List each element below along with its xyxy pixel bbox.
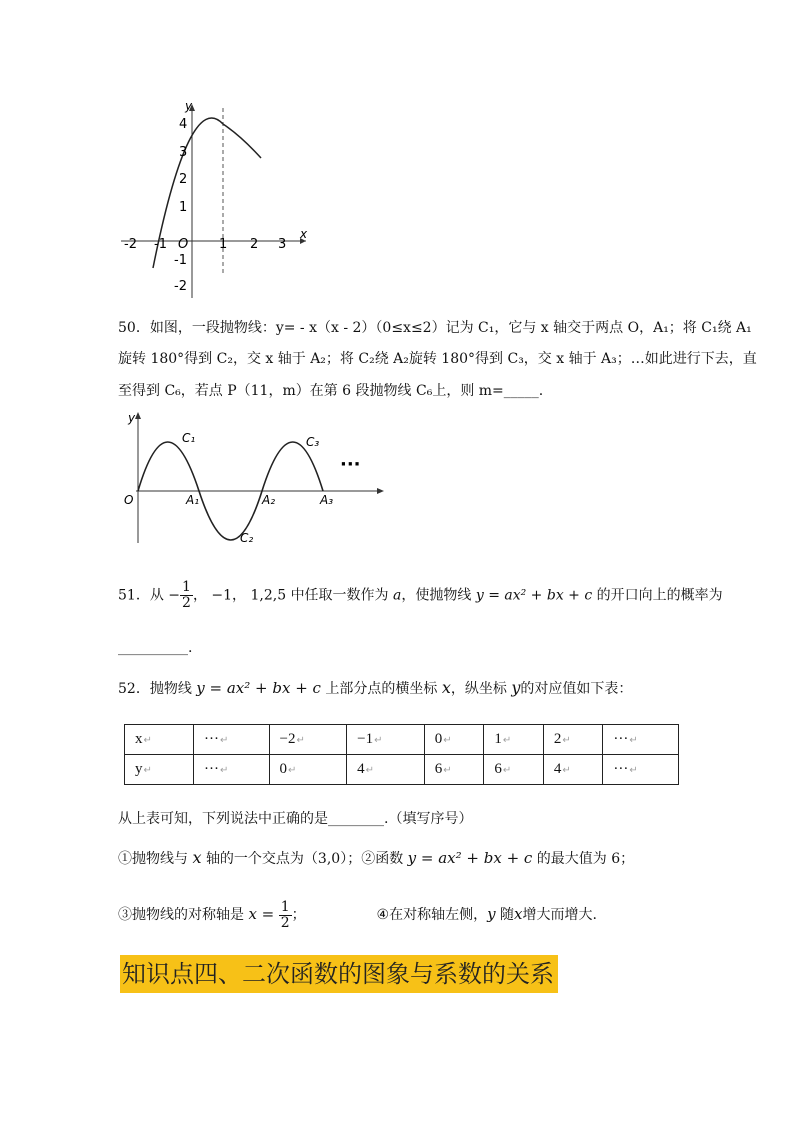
axis-label-y: y bbox=[128, 411, 136, 425]
y-tick-label: 3 bbox=[179, 145, 188, 160]
x-tick-label: 2 bbox=[250, 237, 259, 252]
q51-frac-den: 2 bbox=[182, 595, 191, 611]
table-cell: ···↵ bbox=[603, 755, 679, 785]
x-tick-label: -2 bbox=[124, 237, 137, 252]
q50-line-1: 50．如图，一段抛物线：y= - x（x - 2）（0≤x≤2）记为 C₁，它与 x 轴交于两点 O，A₁；将 C₁绕 A₁ bbox=[118, 320, 752, 336]
s4-text-c: 增大而增大. bbox=[522, 907, 597, 923]
table-cell: −2↵ bbox=[269, 725, 347, 755]
s1-var-x: x bbox=[192, 848, 202, 867]
q52-mid: 上部分点的横坐标 bbox=[325, 681, 438, 697]
table-row bbox=[125, 725, 679, 755]
q52-line bbox=[118, 678, 632, 699]
q51-suffix: 的开口向上的概率为 bbox=[596, 587, 723, 604]
q52-var-y: y bbox=[511, 678, 521, 697]
q51-answer-blank: __________. bbox=[118, 640, 193, 656]
table-cell: ···↵ bbox=[603, 725, 679, 755]
q51-neg-sign: − bbox=[168, 587, 181, 604]
s3-text-a: ③抛物线的对称轴是 bbox=[118, 907, 244, 923]
q52-suffix: 的对应值如下表： bbox=[520, 681, 633, 697]
s4-var-y: y bbox=[487, 905, 496, 923]
q52-prefix: 52．抛物线 bbox=[118, 681, 192, 697]
label-a3: A₃ bbox=[320, 493, 334, 507]
s1-formula: y = ax² + bx + c bbox=[407, 849, 533, 867]
label-c2: C₂ bbox=[240, 531, 254, 545]
q51-frac-num: 1 bbox=[182, 579, 191, 595]
table-cell: −1↵ bbox=[347, 725, 425, 755]
s3-frac-num: 1 bbox=[280, 898, 290, 915]
table-cell: 4↵ bbox=[347, 755, 425, 785]
parabola-graph bbox=[116, 98, 316, 303]
table-cell: x↵ bbox=[125, 725, 194, 755]
label-a2: A₂ bbox=[262, 493, 276, 507]
s4-text-a: ④在对称轴左侧， bbox=[376, 907, 488, 923]
y-tick-label: 1 bbox=[179, 200, 188, 215]
y-axis-arrow bbox=[135, 412, 141, 419]
table-cell: 6↵ bbox=[484, 755, 544, 785]
table-cell: ···↵ bbox=[194, 755, 270, 785]
table-cell: 1↵ bbox=[484, 725, 544, 755]
q51-values: ， −1， 1,2,5 bbox=[192, 587, 287, 604]
s3-eq: x = bbox=[248, 905, 275, 923]
x-axis-arrow bbox=[377, 488, 384, 494]
table-cell: 2↵ bbox=[543, 725, 603, 755]
q52-formula: y = ax² + bx + c bbox=[196, 679, 321, 697]
y-tick-label: -1 bbox=[174, 253, 187, 268]
s3-frac-den: 2 bbox=[280, 914, 290, 931]
s1-text-b: 轴的一个交点为（3,0）；②函数 bbox=[205, 851, 404, 867]
label-c1: C₁ bbox=[182, 431, 196, 445]
axis-label-y: y bbox=[185, 99, 193, 113]
y-tick-label: 2 bbox=[179, 172, 188, 187]
s1-text-a: ①抛物线与 bbox=[118, 851, 188, 867]
table-row bbox=[125, 755, 679, 785]
value-table bbox=[124, 724, 679, 785]
q51-prefix: 51．从 bbox=[118, 587, 164, 604]
s4-text-b: 随 bbox=[500, 907, 515, 923]
s3-fraction bbox=[279, 900, 292, 931]
parabola-chain-graph bbox=[116, 408, 388, 550]
q51-fraction bbox=[180, 580, 193, 611]
x-tick-label: -1 bbox=[154, 237, 167, 252]
origin-label: O bbox=[124, 493, 134, 507]
curve-c1 bbox=[138, 442, 199, 491]
continuation-dots: ··· bbox=[340, 454, 361, 475]
q52-prompt: 从上表可知，下列说法中正确的是________.（填写序号） bbox=[118, 811, 473, 827]
table-cell: 4↵ bbox=[543, 755, 603, 785]
y-tick-label: -2 bbox=[174, 279, 187, 294]
q51-mid: 中任取一数作为 bbox=[290, 587, 389, 604]
q52-mid2: ，纵坐标 bbox=[450, 681, 507, 697]
x-tick-label: 1 bbox=[219, 237, 228, 252]
parabola-curve bbox=[153, 118, 261, 268]
s3-text-b: ； bbox=[291, 907, 306, 923]
q51-line bbox=[118, 580, 723, 611]
section-heading: 知识点四、二次函数的图象与系数的关系 bbox=[120, 955, 558, 993]
s1-text-c: 的最大值为 6； bbox=[536, 851, 635, 867]
q51-var-a: a bbox=[393, 587, 402, 604]
q51-formula: y = ax² + bx + c bbox=[475, 587, 593, 604]
q50-line-2: 旋转 180°得到 C₂，交 x 轴于 A₂；将 C₂绕 A₂旋转 180°得到 C₃，交 x 轴于 A₃；…如此进行下去，直 bbox=[118, 351, 757, 367]
label-c3: C₃ bbox=[306, 435, 320, 449]
x-tick-label: 3 bbox=[278, 237, 287, 252]
y-tick-label: 4 bbox=[179, 117, 188, 132]
axis-label-x: x bbox=[300, 227, 308, 241]
table-cell: ···↵ bbox=[194, 725, 270, 755]
q52-var-x: x bbox=[441, 678, 451, 697]
curve-c3 bbox=[262, 442, 323, 491]
table-cell: 0↵ bbox=[269, 755, 347, 785]
table-cell: y↵ bbox=[125, 755, 194, 785]
q50-line-3: 至得到 C₆，若点 P（11，m）在第 6 段抛物线 C₆上，则 m=_____. bbox=[118, 383, 544, 399]
statement-1-2 bbox=[118, 848, 634, 869]
q51-mid2: ，使抛物线 bbox=[401, 587, 472, 604]
table-cell: 6↵ bbox=[424, 755, 484, 785]
label-a1: A₁ bbox=[186, 493, 200, 507]
origin-label: O bbox=[178, 237, 189, 252]
table-cell: 0↵ bbox=[424, 725, 484, 755]
statement-3-4 bbox=[118, 897, 597, 932]
s4-var-x: x bbox=[514, 905, 523, 923]
